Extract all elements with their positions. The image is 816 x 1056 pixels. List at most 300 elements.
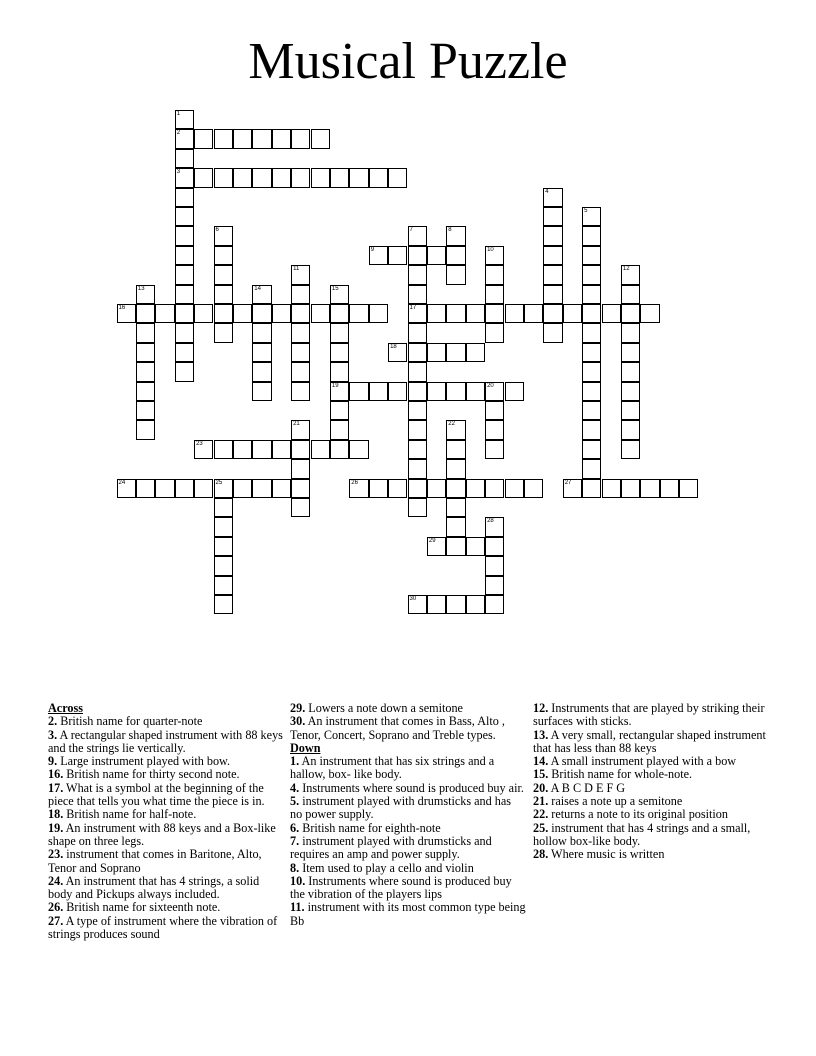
clue-text: Instruments where sound is produced buy air. xyxy=(299,780,524,795)
grid-cell[interactable] xyxy=(136,362,155,381)
grid-cell[interactable] xyxy=(369,382,388,401)
grid-cell[interactable] xyxy=(543,285,562,304)
grid-cell[interactable] xyxy=(485,479,504,498)
grid-cell[interactable] xyxy=(582,362,601,381)
grid-cell[interactable] xyxy=(233,129,252,148)
clue-number: 18. xyxy=(48,807,64,822)
grid-cell[interactable] xyxy=(408,323,427,342)
grid-cell[interactable] xyxy=(136,479,155,498)
grid-cell[interactable] xyxy=(446,498,465,517)
grid-cell[interactable] xyxy=(543,265,562,284)
clue-number: 13. xyxy=(533,727,549,742)
grid-cell[interactable] xyxy=(485,401,504,420)
grid-cell[interactable] xyxy=(408,285,427,304)
grid-cell[interactable] xyxy=(640,304,659,323)
grid-cell[interactable] xyxy=(408,479,427,498)
grid-cell[interactable] xyxy=(543,323,562,342)
grid-cell[interactable] xyxy=(427,304,446,323)
across-heading: Across xyxy=(48,701,83,715)
grid-cell[interactable] xyxy=(291,479,310,498)
grid-cell[interactable] xyxy=(214,479,233,498)
grid-cell[interactable] xyxy=(136,304,155,323)
grid-cell[interactable] xyxy=(466,304,485,323)
grid-cell[interactable] xyxy=(621,343,640,362)
grid-cell[interactable] xyxy=(543,207,562,226)
across-clue xyxy=(48,715,284,728)
grid-cell[interactable] xyxy=(602,304,621,323)
grid-cell[interactable] xyxy=(136,401,155,420)
grid-cell[interactable] xyxy=(214,576,233,595)
grid-cell[interactable] xyxy=(175,304,194,323)
grid-cell[interactable] xyxy=(485,382,504,401)
grid-cell[interactable] xyxy=(233,440,252,459)
grid-cell[interactable] xyxy=(175,129,194,148)
across-clue xyxy=(290,702,526,715)
grid-cell[interactable] xyxy=(214,304,233,323)
grid-cell[interactable] xyxy=(582,382,601,401)
grid-cell[interactable] xyxy=(388,168,407,187)
clue-number: 22 xyxy=(448,421,455,428)
grid-cell[interactable] xyxy=(252,304,271,323)
grid-cell[interactable] xyxy=(582,323,601,342)
grid-cell[interactable] xyxy=(330,420,349,439)
grid-cell[interactable] xyxy=(582,440,601,459)
clue-text: A rectangular shaped instrument with 88 keys and the strings lie vertically. xyxy=(48,727,283,755)
grid-cell[interactable] xyxy=(330,285,349,304)
grid-cell[interactable] xyxy=(136,382,155,401)
grid-cell[interactable] xyxy=(621,265,640,284)
grid-cell[interactable] xyxy=(543,304,562,323)
grid-cell[interactable] xyxy=(446,595,465,614)
grid-cell[interactable] xyxy=(291,323,310,342)
grid-cell[interactable] xyxy=(427,537,446,556)
clue-text: Where music is written xyxy=(548,847,665,862)
clue-text: What is a symbol at the beginning of the piece that tells you what time the piece is in. xyxy=(48,780,265,809)
grid-cell[interactable] xyxy=(214,168,233,187)
grid-cell[interactable] xyxy=(388,382,407,401)
clue-number: 1 xyxy=(176,111,181,117)
grid-cell[interactable] xyxy=(214,440,233,459)
grid-cell[interactable] xyxy=(446,226,465,245)
clue-text: British name for sixteenth note. xyxy=(63,900,221,915)
grid-cell[interactable] xyxy=(543,246,562,265)
grid-cell[interactable] xyxy=(466,537,485,556)
across-clue xyxy=(48,755,284,768)
grid-cell[interactable] xyxy=(117,479,136,498)
grid-cell[interactable] xyxy=(543,188,562,207)
grid-cell[interactable] xyxy=(427,343,446,362)
grid-cell[interactable] xyxy=(408,459,427,478)
across-clue xyxy=(48,901,284,914)
grid-cell[interactable] xyxy=(349,382,368,401)
clue-number: 29. xyxy=(290,701,306,715)
grid-cell[interactable] xyxy=(485,576,504,595)
grid-cell[interactable] xyxy=(175,362,194,381)
clue-number: 17 xyxy=(409,305,417,311)
grid-cell[interactable] xyxy=(194,479,213,498)
grid-cell[interactable] xyxy=(563,304,582,323)
grid-cell[interactable] xyxy=(175,323,194,342)
across-clue xyxy=(48,808,284,821)
grid-cell[interactable] xyxy=(408,401,427,420)
grid-cell[interactable] xyxy=(466,595,485,614)
grid-cell[interactable] xyxy=(427,479,446,498)
clue-number: 6. xyxy=(290,820,300,835)
grid-cell[interactable] xyxy=(330,168,349,187)
grid-cell[interactable] xyxy=(272,129,291,148)
grid-cell[interactable] xyxy=(330,401,349,420)
across-clue xyxy=(48,782,284,809)
clue-text: British name for thirty second note. xyxy=(63,767,240,782)
grid-cell[interactable] xyxy=(582,343,601,362)
clue-text: instrument with its most common type being Bb xyxy=(290,900,526,928)
grid-cell[interactable] xyxy=(485,517,504,536)
clue-number: 21 xyxy=(293,421,300,428)
grid-cell[interactable] xyxy=(446,265,465,284)
grid-cell[interactable] xyxy=(291,129,310,148)
grid-cell[interactable] xyxy=(485,285,504,304)
down-clue xyxy=(533,795,769,808)
down-heading: Down xyxy=(290,740,321,755)
grid-cell[interactable] xyxy=(621,323,640,342)
grid-cell[interactable] xyxy=(272,168,291,187)
clue-number: 23. xyxy=(48,847,64,862)
clue-number: 24 xyxy=(118,479,126,486)
grid-cell[interactable] xyxy=(175,207,194,226)
grid-cell[interactable] xyxy=(311,440,330,459)
grid-cell[interactable] xyxy=(524,304,543,323)
grid-cell[interactable] xyxy=(446,246,465,265)
clue-number: 15 xyxy=(331,285,339,292)
grid-cell[interactable] xyxy=(621,285,640,304)
clue-text: raises a note up a semitone xyxy=(548,794,683,809)
grid-cell[interactable] xyxy=(136,323,155,342)
grid-cell[interactable] xyxy=(272,304,291,323)
down-clue xyxy=(290,901,526,928)
grid-cell[interactable] xyxy=(369,168,388,187)
grid-cell[interactable] xyxy=(175,226,194,245)
grid-cell[interactable] xyxy=(291,459,310,478)
grid-cell[interactable] xyxy=(214,595,233,614)
grid-cell[interactable] xyxy=(117,304,136,323)
grid-cell[interactable] xyxy=(194,304,213,323)
clue-number: 24. xyxy=(48,873,64,888)
grid-cell[interactable] xyxy=(330,440,349,459)
grid-cell[interactable] xyxy=(291,304,310,323)
clue-number: 14. xyxy=(533,754,549,769)
grid-cell[interactable] xyxy=(679,479,698,498)
grid-cell[interactable] xyxy=(524,479,543,498)
clue-number: 22. xyxy=(533,807,549,822)
grid-cell[interactable] xyxy=(582,207,601,226)
across-clue-list-part-1 xyxy=(48,715,284,941)
grid-cell[interactable] xyxy=(427,246,446,265)
grid-cell[interactable] xyxy=(233,304,252,323)
grid-cell[interactable] xyxy=(175,265,194,284)
grid-cell[interactable] xyxy=(214,129,233,148)
grid-cell[interactable] xyxy=(446,382,465,401)
grid-cell[interactable] xyxy=(427,595,446,614)
down-clue xyxy=(290,795,526,822)
grid-cell[interactable] xyxy=(485,304,504,323)
grid-cell[interactable] xyxy=(349,304,368,323)
across-clue xyxy=(48,822,284,849)
clue-number: 4. xyxy=(290,780,300,795)
across-clue xyxy=(48,768,284,781)
grid-cell[interactable] xyxy=(621,440,640,459)
grid-cell[interactable] xyxy=(291,440,310,459)
grid-cell[interactable] xyxy=(582,401,601,420)
grid-cell[interactable] xyxy=(233,168,252,187)
down-clue xyxy=(290,875,526,902)
grid-cell[interactable] xyxy=(311,129,330,148)
down-clue-list-part-2 xyxy=(533,702,769,862)
clue-number: 5. xyxy=(290,794,300,809)
grid-cell[interactable] xyxy=(330,304,349,323)
down-clue xyxy=(533,808,769,821)
grid-cell[interactable] xyxy=(175,188,194,207)
clue-text: instrument played with drumsticks and requires an amp and power supply. xyxy=(290,833,492,862)
grid-cell[interactable] xyxy=(291,343,310,362)
grid-cell[interactable] xyxy=(621,362,640,381)
grid-cell[interactable] xyxy=(214,556,233,575)
grid-cell[interactable] xyxy=(272,479,291,498)
clue-number: 16 xyxy=(118,305,126,311)
grid-cell[interactable] xyxy=(621,382,640,401)
grid-cell[interactable] xyxy=(485,323,504,342)
grid-cell[interactable] xyxy=(621,420,640,439)
grid-cell[interactable] xyxy=(408,440,427,459)
grid-cell[interactable] xyxy=(485,595,504,614)
grid-cell[interactable] xyxy=(330,343,349,362)
grid-cell[interactable] xyxy=(582,246,601,265)
grid-cell[interactable] xyxy=(252,285,271,304)
grid-cell[interactable] xyxy=(252,323,271,342)
grid-cell[interactable] xyxy=(155,304,174,323)
grid-cell[interactable] xyxy=(505,382,524,401)
grid-cell[interactable] xyxy=(446,420,465,439)
grid-cell[interactable] xyxy=(408,246,427,265)
grid-cell[interactable] xyxy=(214,226,233,245)
grid-cell[interactable] xyxy=(155,479,174,498)
clue-number: 28. xyxy=(533,847,549,862)
grid-cell[interactable] xyxy=(214,265,233,284)
grid-cell[interactable] xyxy=(602,479,621,498)
grid-cell[interactable] xyxy=(194,440,213,459)
grid-cell[interactable] xyxy=(408,304,427,323)
grid-cell[interactable] xyxy=(466,343,485,362)
grid-cell[interactable] xyxy=(291,265,310,284)
clue-number: 25. xyxy=(533,820,549,835)
grid-cell[interactable] xyxy=(543,226,562,245)
grid-cell[interactable] xyxy=(408,498,427,517)
grid-cell[interactable] xyxy=(136,285,155,304)
grid-cell[interactable] xyxy=(485,265,504,284)
clue-text: instrument that has 4 strings and a small, hollow box-like body. xyxy=(533,820,751,848)
grid-cell[interactable] xyxy=(291,285,310,304)
grid-cell[interactable] xyxy=(349,479,368,498)
grid-cell[interactable] xyxy=(485,537,504,556)
grid-cell[interactable] xyxy=(252,129,271,148)
clue-number: 14 xyxy=(254,285,261,292)
grid-cell[interactable] xyxy=(252,343,271,362)
grid-cell[interactable] xyxy=(291,382,310,401)
clue-number: 27 xyxy=(564,479,572,486)
grid-cell[interactable] xyxy=(582,285,601,304)
grid-cell[interactable] xyxy=(233,479,252,498)
clue-text: An instrument with 88 keys and a Box-like shape on three legs. xyxy=(48,820,276,848)
grid-cell[interactable] xyxy=(369,304,388,323)
grid-cell[interactable] xyxy=(330,362,349,381)
across-clue xyxy=(48,875,284,902)
grid-cell[interactable] xyxy=(408,362,427,381)
grid-cell[interactable] xyxy=(349,168,368,187)
grid-cell[interactable] xyxy=(136,343,155,362)
grid-cell[interactable] xyxy=(485,556,504,575)
clue-number: 10. xyxy=(290,873,306,888)
down-clue xyxy=(533,729,769,756)
grid-cell[interactable] xyxy=(446,517,465,536)
grid-cell[interactable] xyxy=(640,479,659,498)
grid-cell[interactable] xyxy=(446,343,465,362)
grid-cell[interactable] xyxy=(291,420,310,439)
grid-cell[interactable] xyxy=(311,168,330,187)
grid-cell[interactable] xyxy=(175,285,194,304)
grid-cell[interactable] xyxy=(485,246,504,265)
grid-cell[interactable] xyxy=(485,420,504,439)
grid-cell[interactable] xyxy=(330,382,349,401)
grid-cell[interactable] xyxy=(408,226,427,245)
clue-number: 2. xyxy=(48,714,58,729)
clue-number: 13 xyxy=(137,285,145,292)
clue-number: 8. xyxy=(290,860,300,875)
grid-cell[interactable] xyxy=(408,595,427,614)
grid-cell[interactable] xyxy=(660,479,679,498)
clue-text: An instrument that has 4 strings, a solid body and Pickups always included. xyxy=(48,873,260,902)
clue-text: A type of instrument where the vibration of strings produces sound xyxy=(48,913,278,942)
grid-cell[interactable] xyxy=(446,479,465,498)
grid-cell[interactable] xyxy=(214,285,233,304)
grid-cell[interactable] xyxy=(175,110,194,129)
grid-cell[interactable] xyxy=(214,537,233,556)
grid-cell[interactable] xyxy=(214,498,233,517)
grid-cell[interactable] xyxy=(214,517,233,536)
clue-number: 30. xyxy=(290,714,306,729)
grid-cell[interactable] xyxy=(369,479,388,498)
across-clue xyxy=(48,848,284,875)
clue-text: An instrument that has six strings and a hallow, box- like body. xyxy=(290,754,495,782)
grid-cell[interactable] xyxy=(214,246,233,265)
grid-cell[interactable] xyxy=(252,362,271,381)
grid-cell[interactable] xyxy=(252,479,271,498)
grid-cell[interactable] xyxy=(175,343,194,362)
grid-cell[interactable] xyxy=(563,479,582,498)
grid-cell[interactable] xyxy=(408,420,427,439)
down-clue xyxy=(533,755,769,768)
grid-cell[interactable] xyxy=(621,479,640,498)
grid-cell[interactable] xyxy=(272,440,291,459)
down-clue xyxy=(533,782,769,795)
grid-cell[interactable] xyxy=(485,440,504,459)
grid-cell[interactable] xyxy=(388,246,407,265)
clue-text: British name for quarter-note xyxy=(57,714,203,729)
clue-number: 29 xyxy=(428,537,436,544)
grid-cell[interactable] xyxy=(349,440,368,459)
clue-text: returns a note to its original position xyxy=(548,807,728,822)
grid-cell[interactable] xyxy=(582,479,601,498)
down-clue xyxy=(290,755,526,782)
clue-number: 12 xyxy=(622,266,630,273)
clue-number: 25 xyxy=(215,479,223,486)
grid-cell[interactable] xyxy=(252,382,271,401)
grid-cell[interactable] xyxy=(582,420,601,439)
grid-cell[interactable] xyxy=(466,382,485,401)
grid-cell[interactable] xyxy=(175,246,194,265)
grid-cell[interactable] xyxy=(446,537,465,556)
grid-cell[interactable] xyxy=(388,343,407,362)
grid-cell[interactable] xyxy=(369,246,388,265)
clues-column-2 xyxy=(290,702,526,928)
grid-cell[interactable] xyxy=(621,401,640,420)
grid-cell[interactable] xyxy=(175,479,194,498)
down-clue-list-part-1 xyxy=(290,755,526,928)
grid-cell[interactable] xyxy=(194,168,213,187)
grid-cell[interactable] xyxy=(175,149,194,168)
clue-number: 11 xyxy=(293,266,300,273)
grid-cell[interactable] xyxy=(291,362,310,381)
clue-number: 21. xyxy=(533,794,549,809)
grid-cell[interactable] xyxy=(214,323,233,342)
grid-cell[interactable] xyxy=(252,168,271,187)
down-clue xyxy=(533,768,769,781)
grid-cell[interactable] xyxy=(252,440,271,459)
grid-cell[interactable] xyxy=(505,479,524,498)
grid-cell[interactable] xyxy=(311,304,330,323)
grid-cell[interactable] xyxy=(446,440,465,459)
grid-cell[interactable] xyxy=(582,226,601,245)
grid-cell[interactable] xyxy=(291,498,310,517)
grid-cell[interactable] xyxy=(505,304,524,323)
grid-cell[interactable] xyxy=(446,459,465,478)
grid-cell[interactable] xyxy=(582,459,601,478)
grid-cell[interactable] xyxy=(621,304,640,323)
clue-number: 19. xyxy=(48,820,64,835)
grid-cell[interactable] xyxy=(446,304,465,323)
grid-cell[interactable] xyxy=(408,265,427,284)
grid-cell[interactable] xyxy=(175,168,194,187)
clue-number: 16. xyxy=(48,767,64,782)
grid-cell[interactable] xyxy=(466,479,485,498)
grid-cell[interactable] xyxy=(136,420,155,439)
grid-cell[interactable] xyxy=(388,479,407,498)
clue-text: British name for eighth-note xyxy=(299,820,441,835)
grid-cell[interactable] xyxy=(582,304,601,323)
clue-text: Lowers a note down a semitone xyxy=(305,701,463,715)
clue-number: 3 xyxy=(176,169,181,176)
grid-cell[interactable] xyxy=(330,323,349,342)
down-clue xyxy=(290,835,526,862)
grid-cell[interactable] xyxy=(408,382,427,401)
clue-number: 5 xyxy=(584,208,588,214)
grid-cell[interactable] xyxy=(291,168,310,187)
clues-column-1 xyxy=(48,702,284,941)
grid-cell[interactable] xyxy=(194,129,213,148)
grid-cell[interactable] xyxy=(582,265,601,284)
grid-cell[interactable] xyxy=(408,343,427,362)
clue-text: A very small, rectangular shaped instrument that has less than 88 keys xyxy=(533,727,766,755)
down-clue xyxy=(533,702,769,729)
grid-cell[interactable] xyxy=(427,382,446,401)
